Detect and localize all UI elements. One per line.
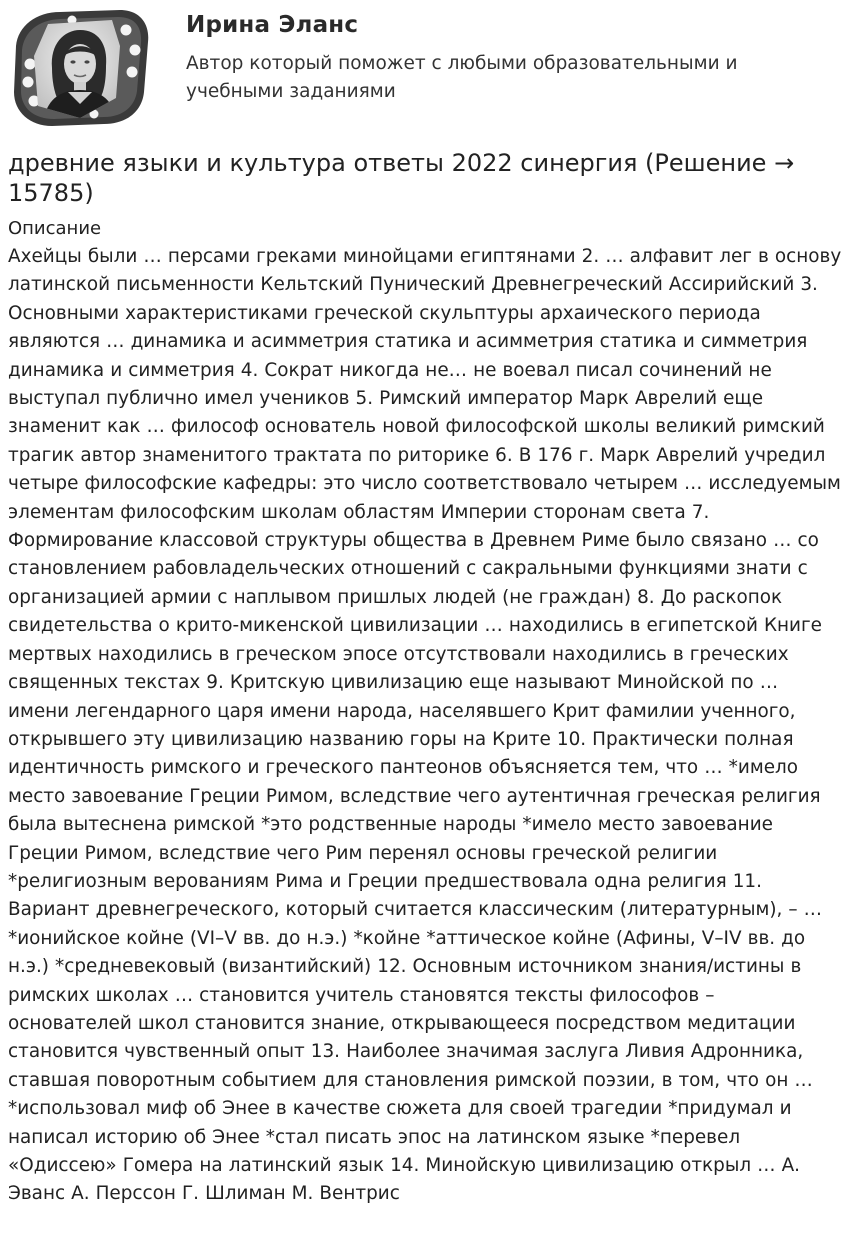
author-description: Автор который поможет с любыми образовательными и учебными заданиями — [186, 53, 738, 102]
user-photo-film-frame-icon — [8, 6, 152, 128]
description-label: Описание — [8, 218, 102, 239]
description-text: Ахейцы были … персами греками минойцами египтянами 2. … алфавит лег в основу латинской письменности Кельтский Пунический Древнегреческий Ассирийский 3. Основными характеристиками греческой скульптуры архаического периода являются … динамика и асимметрия статика и асимметрия статика и симметрия динамика и симметрия 4. Сократ никогда не… не воевал писал сочинений не выступал публично имел учеников 5. Римский император Марк Аврелий еще знаменит как … философ основатель новой философской школы великий римский трагик автор знаменитого трактата по риторике 6. В 176 г. Марк Аврелий учредил четыре философские кафедры: это число соответствовало четырем … исследуемым элементам философским школам областям Империи сторонам света 7. Формирование классовой структуры общества в Древнем Риме было связано … со становлением рабовладельческих отношений с сакральными функциями знати с организацией армии с наплывом пришлых людей (не граждан) 8. До раскопок свидетельства о крито-микенской цивилизации … находились в египетской Книге мертвых находились в греческом эпосе отсутствовали находились в греческих священных текстах 9. Критскую цивилизацию еще называют Минойской по … имени легендарного царя имени народа, населявшего Крит фамилии ученного, открывшего эту цивилизацию названию горы на Крите 10. Практически полная идентичность римского и греческого пантеонов объясняется тем, что … *имело место завоевание Греции Римом, вследствие чего аутентичная греческая религия была вытеснена римской *это родственные народы *имело место завоевание Греции Римом, вследствие чего Рим перенял основы греческой религии *религиозным верованиям Рима и Греции предшествовала одна религия 11. Вариант древнегреческого, который считается классическим (литературным), – … *ионийское койне (VI–V вв. до н.э.) *койне *аттическое койне (Афины, V–IV вв. до н.э.) *средневековый (византийский) 12. Основным источником знания/истины в римских школах … становится учитель становятся тексты философов – основателей школ становится знание, открывающееся посредством медитации становится чувственный опыт 13. Наиболее значимая заслуга Ливия Адронника, ставшая поворотным событием для становления римской поэзии, в том, что он … *использовал миф об Энее в качестве сюжета для своей трагедии *придумал и написал историю об Энее *стал писать эпос на латинском языке *перевел «Одиссею» Гомера на латинский язык 14. Минойскую цивилизацию открыл … А. Эванс А. Перссон Г. Шлиман М. Вентрис — [8, 246, 842, 1205]
author-card — [0, 0, 847, 135]
avatar[interactable] — [8, 6, 152, 128]
page-title: древние языки и культура ответы 2022 синергия (Решение → 15785) — [8, 149, 795, 207]
author-name[interactable]: Ирина Эланс — [186, 12, 359, 38]
